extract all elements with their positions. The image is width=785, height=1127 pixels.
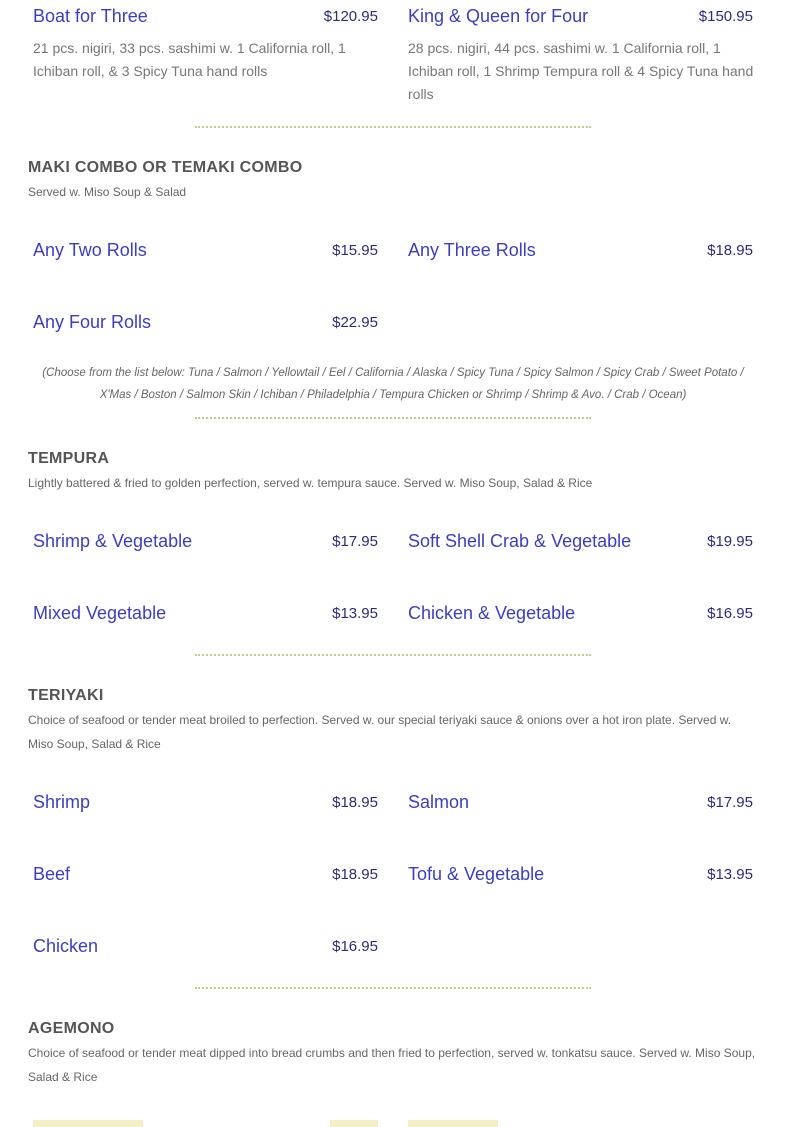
section-subtitle: Lightly battered & fried to golden perfection, served w. tempura sauce. Served w. Miso Soup, Salad & Rice — [28, 476, 593, 490]
item-price: $17.95 — [707, 794, 753, 811]
item-price: $15.95 — [332, 242, 378, 259]
item-price: $13.95 — [707, 866, 753, 883]
item-description: 28 pcs. nigiri, 44 pcs. sashimi w. 1 California roll, 1 Ichiban roll, 1 Shrimp Tempura roll & 4 Spicy Tuna hand rolls — [408, 40, 754, 102]
section-divider — [195, 417, 591, 419]
item-price: $18.95 — [332, 866, 378, 883]
item-price: $150.95 — [698, 8, 753, 25]
roll-choices-note: (Choose from the list below: Tuna / Salmon / Yellowtail / Eel / California / Alaska / Spicy Tuna / Spicy Salmon / Spicy Crab / Sweet Potato / X'Mas / Boston / Salmon Skin / Ichiban / Philadelphia / Tempura Chicken or Shrimp / Shrimp & Avo. / Crab / Ocean) — [42, 367, 744, 401]
item-name: Chicken & Vegetable — [408, 603, 576, 623]
item-price: $19.95 — [707, 533, 753, 550]
item-price: $16.95 — [332, 938, 378, 955]
item-name: Any Four Rolls — [33, 312, 152, 332]
item-price: $17.95 — [332, 533, 378, 550]
section-subtitle: Served w. Miso Soup & Salad — [28, 185, 187, 199]
item-name: Tofu & Vegetable — [408, 864, 545, 884]
item-name: Mixed Vegetable — [33, 603, 167, 623]
item-name: King & Queen for Four — [408, 6, 589, 26]
section-title-agemono: AGEMONO — [28, 1020, 115, 1037]
section-divider — [195, 987, 591, 989]
item-name: Salmon — [408, 792, 470, 812]
cut-off-item-row — [408, 1120, 498, 1127]
item-name: Soft Shell Crab & Vegetable — [408, 531, 632, 551]
item-price: $22.95 — [332, 314, 378, 331]
section-divider — [195, 126, 591, 128]
section-title-teriyaki: TERIYAKI — [28, 687, 104, 704]
item-name: Any Two Rolls — [33, 240, 147, 260]
section-subtitle: Choice of seafood or tender meat broiled to perfection. Served w. our special teriyaki sauce & onions over a hot iron plate. Served w. Miso Soup, Salad & Rice — [28, 713, 732, 751]
item-name: Shrimp & Vegetable — [33, 531, 193, 551]
item-price: $18.95 — [707, 242, 753, 259]
cut-off-item-row — [33, 1120, 143, 1127]
item-name: Any Three Rolls — [408, 240, 536, 260]
item-price: $16.95 — [707, 605, 753, 622]
item-price: $13.95 — [332, 605, 378, 622]
item-description: 21 pcs. nigiri, 33 pcs. sashimi w. 1 California roll, 1 Ichiban roll, & 3 Spicy Tuna hand rolls — [33, 40, 346, 79]
item-price: $120.95 — [323, 8, 378, 25]
item-name: Shrimp — [33, 792, 91, 812]
item-name: Boat for Three — [33, 6, 148, 26]
section-subtitle: Choice of seafood or tender meat dipped into bread crumbs and then fried to perfection, served w. tonkatsu sauce. Served w. Miso Soup, Salad & Rice — [28, 1046, 756, 1084]
item-name: Chicken — [33, 936, 99, 956]
cut-off-item-row — [330, 1120, 378, 1127]
item-price: $18.95 — [332, 794, 378, 811]
item-name: Beef — [33, 864, 71, 884]
section-title-maki: MAKI COMBO OR TEMAKI COMBO — [28, 159, 303, 176]
section-divider — [195, 654, 591, 656]
section-title-tempura: TEMPURA — [28, 450, 110, 467]
